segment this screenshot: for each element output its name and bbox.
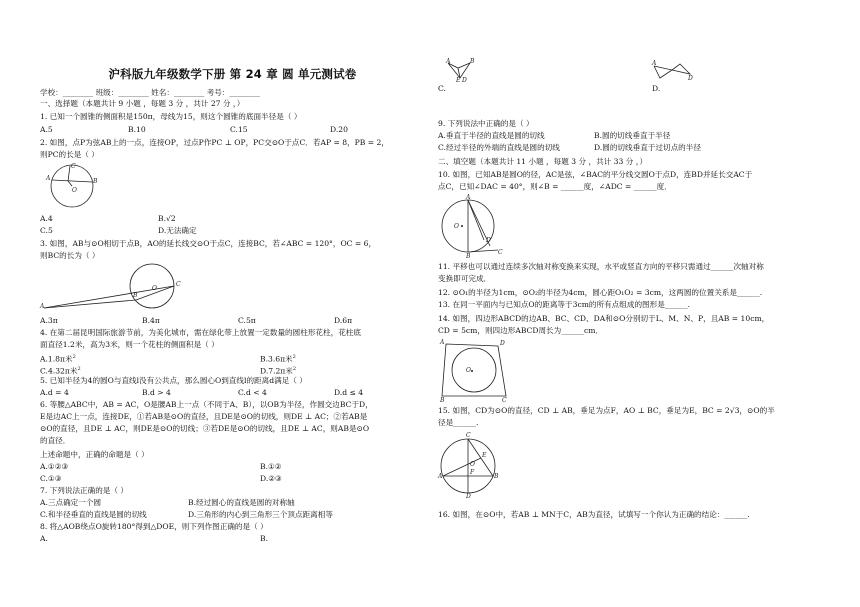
q12-text: 12. ⊙O₁的半径为1cm，⊙O₂的半径为4cm，圆心距O₁O₂ = 3cm，这两圆的位置关系是______. <box>438 288 763 297</box>
svg-text:O: O <box>454 223 459 230</box>
q4-option-d[interactable]: D.7.2π米$^2$ <box>260 366 297 376</box>
svg-text:C: C <box>71 163 76 170</box>
q5-option-d[interactable]: D.d ≤ 4 <box>334 388 364 397</box>
q1-option-a[interactable]: A.5 <box>40 125 53 134</box>
q4-option-b[interactable]: B.3.6π米$^2$ <box>260 354 296 364</box>
q14-line2: CD = 5cm，则四边形ABCD周长为______cm． <box>438 326 604 335</box>
svg-text:C: C <box>498 249 503 256</box>
svg-text:D: D <box>486 237 491 244</box>
q1-option-b[interactable]: B.10 <box>128 125 146 134</box>
svg-text:B: B <box>466 253 471 260</box>
q5-option-b[interactable]: B.d > 4 <box>142 388 171 397</box>
q8-option-a[interactable]: A. <box>40 534 48 543</box>
svg-text:C: C <box>176 281 181 288</box>
svg-text:O: O <box>72 187 77 194</box>
section2-heading: 二、填空题（本题共计 11 小题 ，每题 3 分 ，共计 33 分 ，） <box>438 157 648 166</box>
q11-line2: 变换即可完成． <box>438 274 492 283</box>
svg-text:A: A <box>652 60 657 67</box>
svg-text:D: D <box>688 75 693 82</box>
q2-option-d[interactable]: D.无法确定 <box>158 226 197 235</box>
q4-option-c[interactable]: C.4.32π米$^2$ <box>40 366 81 376</box>
q2-line2: 则PC的长是（ ） <box>40 150 99 159</box>
svg-text:O: O <box>466 367 471 374</box>
q10-line2: 点C，已知∠DAC = 40°，则∠B = ______度，∠ADC = ______度． <box>438 182 672 191</box>
q1-text: 1. 已知一个圆锥的侧面积是150π，母线为15，则这个圆锥的底面半径是（ ） <box>40 112 302 121</box>
q13-text: 13. 在同一平面内与已知点O的距离等于3cm的所有点组成的图形是______. <box>438 300 691 309</box>
q6-line3: ⊙O的直径，且DE ⊥ AC，则DE是⊙O的切线；③若DE是⊙O的切线，且DE ⊥ AC，则AB是⊙O <box>40 424 370 433</box>
svg-text:E: E <box>482 452 487 459</box>
q9-option-b[interactable]: B.圆的切线垂直于半径 <box>594 131 671 140</box>
q7-option-d[interactable]: D.三角形的内心到三角形三个顶点距离相等 <box>188 510 333 519</box>
q11-line1: 11. 平移也可以通过连续多次轴对称变换来实现，水平或竖直方向的平移只需通过______次轴对称 <box>438 262 764 271</box>
q3-option-b[interactable]: B.4π <box>142 316 160 325</box>
q2-option-b[interactable]: B.√2 <box>158 214 176 223</box>
svg-text:E: E <box>456 77 461 84</box>
q14-line1: 14. 如图，四边形ABCD的边AB、BC、CD、DA和⊙O分别切于L、M、N、P，且AB = 10cm， <box>438 314 770 323</box>
q2-option-c[interactable]: C.5 <box>40 226 53 235</box>
q4-line1: 4. 在第二届昆明国际旅游节前，为美化城市，需在绿化带上放置一定数量的圆柱形花柱，花柱底 <box>40 328 361 337</box>
q8-figure-d <box>652 60 692 82</box>
q3-figure <box>40 262 190 312</box>
q3-line2: 则BC的长为（ ） <box>40 251 100 260</box>
svg-text:F: F <box>470 469 475 476</box>
svg-text:B: B <box>93 178 98 185</box>
q14-figure <box>440 339 508 404</box>
q9-option-d[interactable]: D.圆的切线垂直于过切点的半径 <box>594 143 701 152</box>
svg-text:A: A <box>40 303 45 310</box>
q9-option-a[interactable]: A.垂直于半径的直线是圆的切线 <box>438 131 545 140</box>
q10-figure <box>440 194 503 260</box>
q15-figure <box>440 432 504 498</box>
svg-text:A: A <box>438 473 443 480</box>
svg-text:O: O <box>152 285 157 292</box>
q4-line2: 面直径1.2米，高为3米，则一个花柱的侧面积是（ ） <box>40 340 219 349</box>
q8-text: 8. 将△AOB绕点O旋转180°得到△DOE，则下列作图正确的是（ ） <box>40 522 268 531</box>
q6-line1: 6. 等腰△ABC中，AB = AC，O是腰AB上一点（不同于A、B），以OB为半径，作圆交边BC于D， <box>40 400 373 409</box>
q16-text: 16. 如图，在⊙O中，若AB ⊥ MN于C，AB为直径，试填写一个你认为正确的结论：______. <box>438 510 750 519</box>
q7-option-b[interactable]: B.经过圆心的直线是圆的对称轴 <box>188 498 295 507</box>
svg-text:B: B <box>494 473 499 480</box>
q1-option-d[interactable]: D.20 <box>330 125 348 134</box>
q9-option-c[interactable]: C.经过半径的外端的直线是圆的切线 <box>438 143 560 152</box>
q7-text: 7. 下列说法正确的是（ ） <box>40 486 129 495</box>
q8-option-c[interactable]: C. <box>438 84 446 93</box>
q1-option-c[interactable]: C.15 <box>230 125 248 134</box>
q6-line5: 上述命题中，正确的命题是（ ） <box>40 450 149 459</box>
q3-option-a[interactable]: A.3π <box>40 316 58 325</box>
svg-text:O: O <box>470 461 475 468</box>
q5-option-a[interactable]: A.d = 4 <box>40 388 69 397</box>
q3-option-c[interactable]: C.5π <box>238 316 256 325</box>
q6-line4: 的直径． <box>40 436 71 445</box>
q4-option-a[interactable]: A.1.8π米$^2$ <box>40 354 76 364</box>
svg-text:C: C <box>466 432 471 439</box>
q6-option-b[interactable]: B.①② <box>260 462 282 471</box>
svg-text:A: A <box>440 339 445 346</box>
q5-text: 5. 已知半径为4的圆O与直线l没有公共点，那么圆心O到直线l的距离d满足（ ） <box>40 376 307 385</box>
svg-text:B: B <box>470 58 475 65</box>
svg-text:A: A <box>466 194 471 201</box>
q8-figure-c <box>446 60 486 82</box>
q7-option-a[interactable]: A.三点确定一个圆 <box>40 498 102 507</box>
svg-text:A: A <box>446 58 451 65</box>
svg-text:C: C <box>502 397 507 404</box>
q2-option-a[interactable]: A.4 <box>40 214 53 223</box>
svg-text:A: A <box>46 175 51 182</box>
q2-figure <box>46 162 96 210</box>
q3-line1: 3. 如图，AB与⊙O相切于点B，AO的延长线交⊙O于点C，连接BC，若∠ABC = 120°，OC = 6， <box>40 239 377 248</box>
svg-text:D: D <box>466 493 471 500</box>
q6-line2: E是边AC上一点，连接DE，①若AB是⊙O的直径，且DE是⊙O的切线，则DE ⊥ AC；②若AB是 <box>40 412 368 421</box>
svg-text:B: B <box>440 397 445 404</box>
q9-text: 9. 下列说法中正确的是（ ） <box>438 119 534 128</box>
q2-line1: 2. 如图，点P为弦AB上的一点，连接OP，过点P作PC ⊥ OP，PC交⊙O于点C．若AP = 8，PB = 2， <box>40 138 389 147</box>
q15-line2: 径是______. <box>438 418 479 427</box>
q7-option-c[interactable]: C.和半径垂直的直线是圆的切线 <box>40 510 147 519</box>
q6-option-a[interactable]: A.①②③ <box>40 462 69 471</box>
svg-text:B: B <box>133 292 138 299</box>
q10-line1: 10. 如图，已知AB是圆O的径，AC是弦，∠BAC的平分线交圆O于点D，连BD并延长交AC于 <box>438 170 753 179</box>
svg-text:D: D <box>462 77 467 84</box>
section1-heading: 一、选择题（本题共计 9 小题 ，每题 3 分 ，共计 27 分 ，） <box>40 99 245 108</box>
q5-option-c[interactable]: C.d < 4 <box>238 388 267 397</box>
q15-line1: 15. 如图，CD为⊙O的直径，CD ⊥ AB，垂足为点F，AO ⊥ BC，垂足为E，BC = 2√3，⊙O的半 <box>438 406 775 415</box>
page-title: 沪科版九年级数学下册 第 24 章 圆 单元测试卷 <box>108 67 357 81</box>
svg-text:D: D <box>500 340 505 347</box>
q6-option-d[interactable]: D.②③ <box>260 474 282 483</box>
student-info-line: 学校：________ 班级：________ 姓名：________ 考号：________ <box>40 88 260 97</box>
q3-option-d[interactable]: D.6π <box>334 316 353 325</box>
q8-option-d[interactable]: D. <box>652 84 661 93</box>
q8-option-b[interactable]: B. <box>260 534 268 543</box>
q6-option-c[interactable]: C.①③ <box>40 474 62 483</box>
